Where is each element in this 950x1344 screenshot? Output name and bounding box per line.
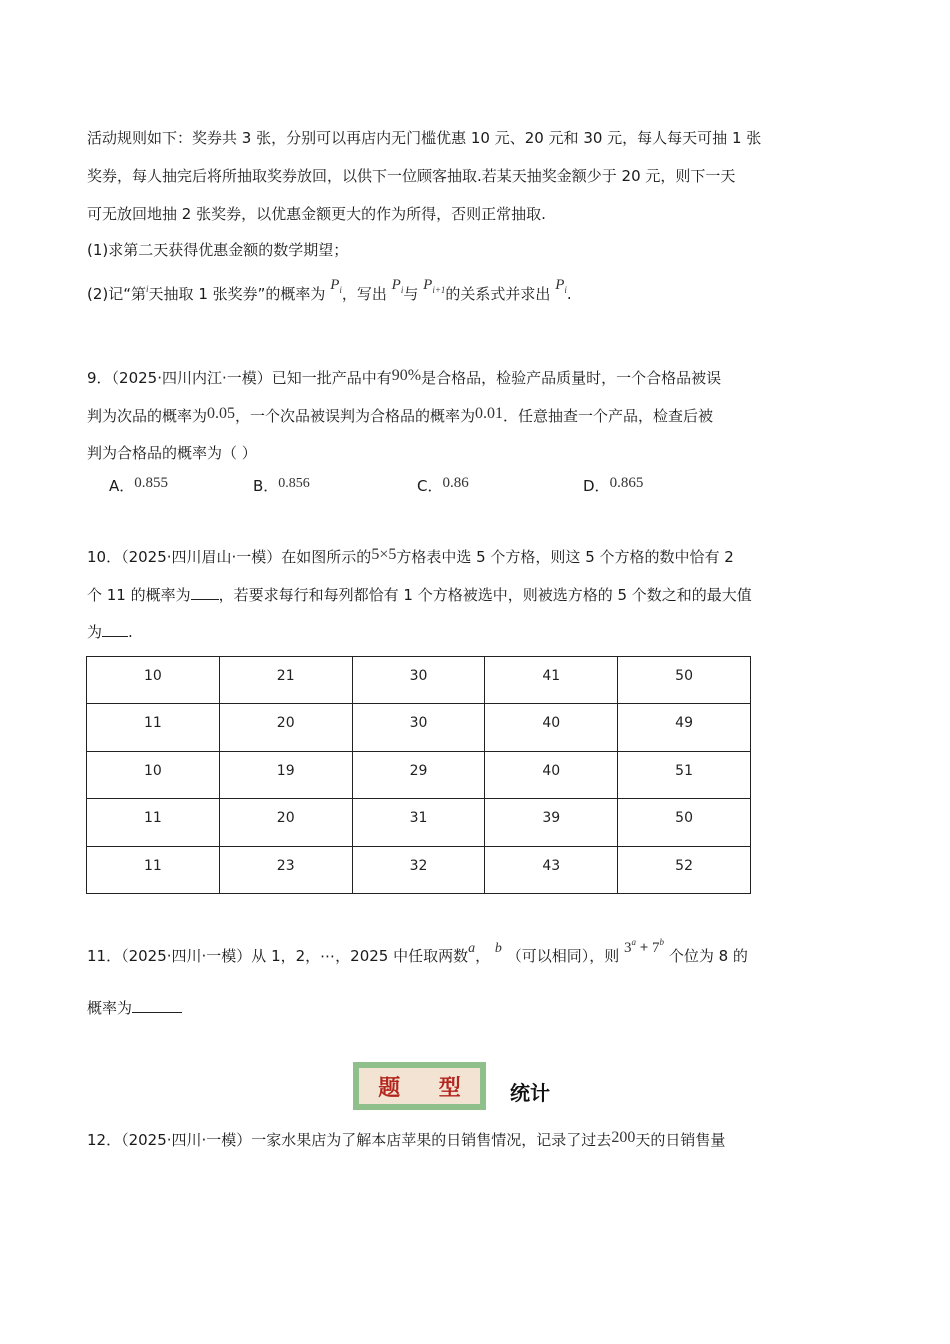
grid-cell: 11 xyxy=(87,846,220,893)
q11-line1: 11．（2025·四川·一模）从 1，2，⋯，2025 中任取两数a， b （可以相同），则 $3^a + 7^b$ 个位为 8 的 xyxy=(87,937,748,965)
grid-cell: 20 xyxy=(219,704,352,751)
q11-blank[interactable] xyxy=(132,998,182,1013)
grid-cell: 10 xyxy=(87,657,220,704)
grid-cell: 41 xyxy=(485,657,618,704)
grid-cell: 50 xyxy=(618,799,751,846)
q9-option-d[interactable]: D．0.865 xyxy=(583,475,644,495)
table-row xyxy=(87,704,751,751)
grid-cell: 43 xyxy=(485,846,618,893)
q9-line3: 判为合格品的概率为（ ） xyxy=(87,444,257,462)
grid-cell: 23 xyxy=(219,846,352,893)
q11-var-b: b xyxy=(494,941,502,956)
q12-line1: 12．（2025·四川·一模）一家水果店为了解本店苹果的日销售情况，记录了过去200天的日销售量 xyxy=(87,1129,726,1149)
q9-option-a[interactable]: A．0.855 xyxy=(109,475,169,495)
q8-part2-a: (2)记“第 xyxy=(87,285,147,303)
grid-cell: 52 xyxy=(618,846,751,893)
q11-line2: 概率为 xyxy=(87,998,182,1018)
grid-cell: 40 xyxy=(485,751,618,798)
q10-line1: 10．（2025·四川眉山·一模）在如图所示的5×5方格表中选 5 个方格，则这 5 个方格的数中恰有 2 xyxy=(87,546,734,566)
q9-option-b[interactable]: B．0.856 xyxy=(253,476,310,495)
q8-var-i: i xyxy=(146,284,149,294)
section-badge-inner xyxy=(359,1068,480,1104)
grid-cell: 49 xyxy=(618,704,751,751)
table-row xyxy=(87,657,751,704)
badge-char-1: 题 xyxy=(378,1074,401,1101)
q10-line2: 个 11 的概率为 ，若要求每行和每列都恰有 1 个方格被选中，则被选方格的 5 个数之和的最大值 xyxy=(87,586,752,604)
q10-blank-2[interactable] xyxy=(102,622,128,637)
grid-cell: 11 xyxy=(87,704,220,751)
grid-cell: 20 xyxy=(219,799,352,846)
table-row xyxy=(87,751,751,798)
q12-days: 200 xyxy=(611,1129,636,1146)
q9-p1: 0.05 xyxy=(207,405,236,422)
grid-cell: 39 xyxy=(485,799,618,846)
table-row xyxy=(87,799,751,846)
table-row xyxy=(87,846,751,893)
q8-rule-line3: 可无放回地抽 2 张奖券，以优惠金额更大的作为所得，否则正常抽取. xyxy=(87,205,546,223)
q10-grid-size: 5×5 xyxy=(371,546,397,563)
q8-rule-line1: 活动规则如下：奖券共 3 张，分别可以再店内无门槛优惠 10 元、20 元和 30 元，每人每天可抽 1 张 xyxy=(87,129,762,147)
q8-part2-e: 的关系式并求出 xyxy=(445,285,551,303)
q8-p-i: $P_i$ xyxy=(330,277,342,295)
q8-part2-c: ，写出 xyxy=(341,285,387,303)
grid-cell: 29 xyxy=(352,751,485,798)
q8-part2-d: 与 xyxy=(403,285,419,303)
grid-cell: 19 xyxy=(219,751,352,798)
q9-p2: 0.01 xyxy=(475,405,504,422)
badge-char-2: 型 xyxy=(438,1074,461,1101)
grid-cell: 32 xyxy=(352,846,485,893)
q8-part2-f: . xyxy=(566,285,572,303)
q8-part2 xyxy=(87,277,572,306)
q9-line1: 9．（2025·四川内江·一模）已知一批产品中有90%是合格品，检验产品质量时，一个合格品被误 xyxy=(87,367,722,387)
q8-part1: (1)求第二天获得优惠金额的数学期望； xyxy=(87,241,349,259)
q8-p-i-3: $P_i$ xyxy=(555,277,567,295)
q10-number-grid xyxy=(86,656,751,894)
q11-expression: $3^a + 7^b$ xyxy=(623,937,665,956)
grid-cell: 30 xyxy=(352,657,485,704)
section-badge xyxy=(353,1062,486,1110)
grid-cell: 11 xyxy=(87,799,220,846)
grid-cell: 31 xyxy=(352,799,485,846)
q10-line3: 为 . xyxy=(87,623,133,641)
q8-part2-b: 天抽取 1 张奖券”的概率为 xyxy=(148,285,326,303)
grid-cell: 40 xyxy=(485,704,618,751)
section-title: 统计 xyxy=(510,1081,550,1105)
q9-percent: 90% xyxy=(391,367,422,384)
q10-blank-1[interactable] xyxy=(191,585,219,600)
q9-option-c[interactable]: C．0.86 xyxy=(417,475,469,495)
q8-p-i1: $P_{i+1}$ xyxy=(423,277,446,295)
grid-cell: 10 xyxy=(87,751,220,798)
grid-cell: 51 xyxy=(618,751,751,798)
grid-cell: 21 xyxy=(219,657,352,704)
q8-rule-line2: 奖券，每人抽完后将所抽取奖券放回，以供下一位顾客抽取.若某天抽奖金额少于 20 元，则下一天 xyxy=(87,167,736,185)
q8-p-i-2: $P_i$ xyxy=(391,277,404,295)
q11-var-a: a xyxy=(468,941,476,956)
q9-line2: 判为次品的概率为0.05，一个次品被误判为合格品的概率为0.01．任意抽查一个产品，检查后被 xyxy=(87,405,714,425)
grid-cell: 50 xyxy=(618,657,751,704)
grid-cell: 30 xyxy=(352,704,485,751)
